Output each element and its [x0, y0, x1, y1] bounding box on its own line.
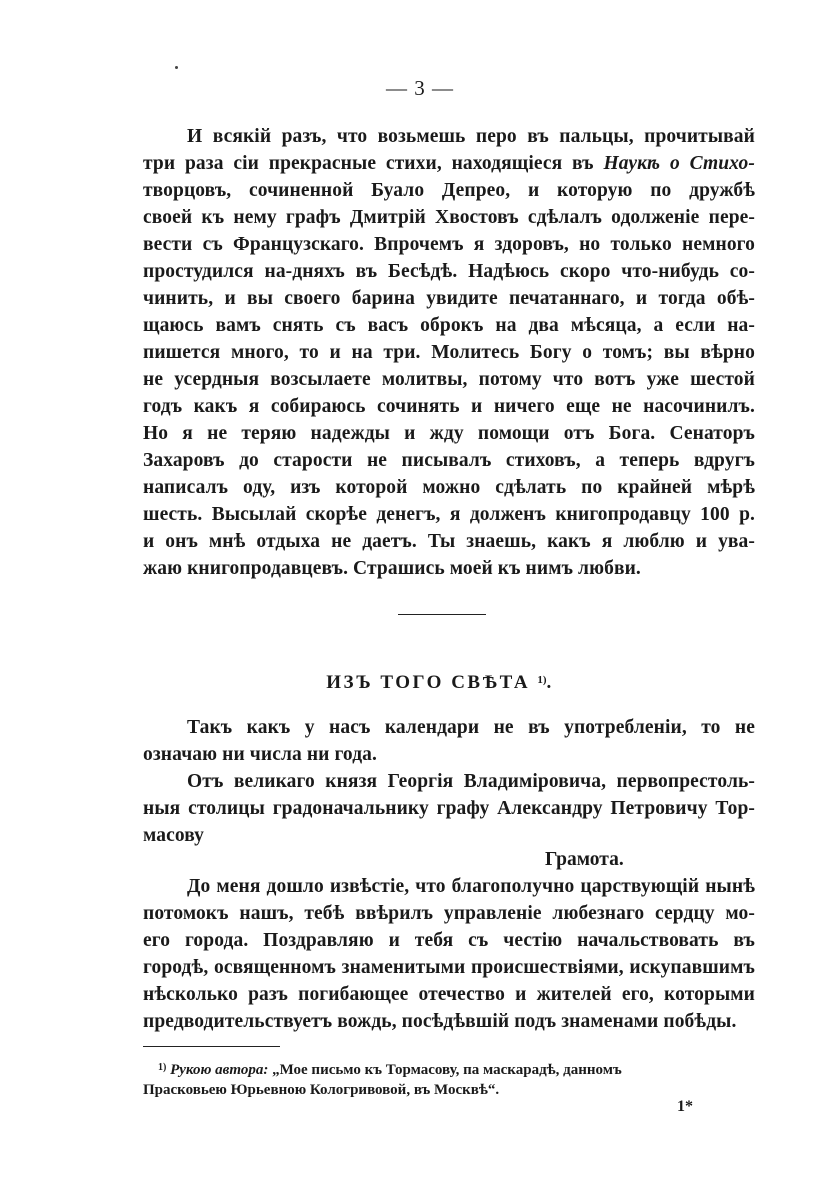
letter-line: щаюсь вамъ снять съ васъ оброкъ на два мѣсяца, а если на-: [143, 315, 755, 336]
footnote-ref: 1): [537, 674, 547, 686]
body-line: означаю ни числа ни года.: [143, 744, 378, 765]
footnote-divider: [143, 1046, 280, 1047]
body-line: масову: [143, 825, 205, 846]
gramota-heading: Грамота.: [545, 849, 624, 870]
letter-line: чинить, и вы своего барина увидите печатаннаго, и тогда обѣ-: [143, 288, 755, 309]
body-line: До меня дошло извѣстіе, что благополучно царствующій нынѣ: [187, 876, 755, 897]
body-line: Отъ великаго князя Георгія Владиміровича, первопрестоль-: [187, 771, 755, 792]
body-line: Такъ какъ у насъ календари не въ употребленіи, то не: [187, 717, 755, 738]
letter-paragraph: [143, 123, 755, 582]
footnote: [143, 1057, 740, 1101]
signature-mark: 1*: [677, 1098, 693, 1115]
footnote-line: Прасковьею Юрьевною Кологривовой, въ Москвѣ“.: [143, 1082, 500, 1098]
letter-line: Но я не теряю надежды и жду помощи отъ Бога. Сенаторъ: [143, 423, 755, 444]
body-line: предводительствуетъ вождь, посѣдѣвшій подъ знаменами побѣды.: [143, 1011, 737, 1032]
letter-line: творцовъ, сочиненной Буало Депрео, и которую по дружбѣ: [143, 180, 755, 201]
letter-line: И всякій разъ, что возьмешь перо въ пальцы, прочитывай: [187, 126, 755, 147]
body-line: нѣсколько разъ погибающее отечество и жителей его, которыми: [143, 984, 755, 1005]
letter-line: и онъ мнѣ отдыха не даетъ. Ты знаешь, какъ я люблю и ува-: [143, 531, 755, 552]
letter-line: годъ какъ я собираюсь сочинять и ничего еще не насочинилъ.: [143, 396, 755, 417]
section-divider: [398, 614, 486, 615]
letter-line: своей къ нему графъ Дмитрій Хвостовъ сдѣлалъ одолженіе пере-: [143, 207, 755, 228]
letter-line: жаю книгопродавцевъ. Страшись моей къ нимъ любви.: [143, 558, 641, 579]
paragraph-address: [143, 768, 755, 849]
ink-speck: [175, 66, 178, 69]
paragraph-calendar: [143, 714, 755, 768]
letter-line: пишется много, то и на три. Молитесь Богу о томъ; вы вѣрно: [143, 342, 755, 363]
body-line: его города. Поздравляю и тебя съ честію начальствовать въ: [143, 930, 755, 951]
footnote-line: $^{1)}$ Рукою автора: „Мое письмо къ Тормасову, па маскарадѣ, данномъ: [158, 1062, 622, 1078]
letter-line: вести съ Французскаго. Впрочемъ я здоровъ, но только немного: [143, 234, 755, 255]
body-line: городѣ, освященномъ знаменитыми происшествіями, искупавшимъ: [143, 957, 755, 978]
letter-line: не усердныя возсылаете молитвы, потому что вотъ уже шестой: [143, 369, 755, 390]
section-title: ИЗЪ ТОГО СВѢТА $^{1)}$.: [326, 672, 554, 693]
letter-line: Захаровъ до старости не писывалъ стиховъ, а теперь вдругъ: [143, 450, 755, 471]
letter-line: три раза сіи прекрасные стихи, находящіеся въ Наукѣ о Стихо-: [143, 153, 755, 174]
letter-line: написалъ оду, изъ которой можно сдѣлать по крайней мѣрѣ: [143, 477, 755, 498]
italic-work-title: Наукѣ о Стихо-: [603, 153, 755, 174]
letter-line: простудился на-дняхъ въ Бесѣдѣ. Надѣюсь скоро что-нибудь со-: [143, 261, 755, 282]
page-number: — 3 —: [386, 76, 454, 100]
paragraph-gramota: [143, 873, 755, 1035]
letter-line: шесть. Высылай скорѣе денегъ, я долженъ книгопродавцу 100 р.: [143, 504, 755, 525]
body-line: потомокъ нашъ, тебѣ ввѣрилъ управленіе любезнаго сердцу мо-: [143, 903, 755, 924]
body-line: ныя столицы градоначальнику графу Александру Петровичу Тор-: [143, 798, 755, 819]
